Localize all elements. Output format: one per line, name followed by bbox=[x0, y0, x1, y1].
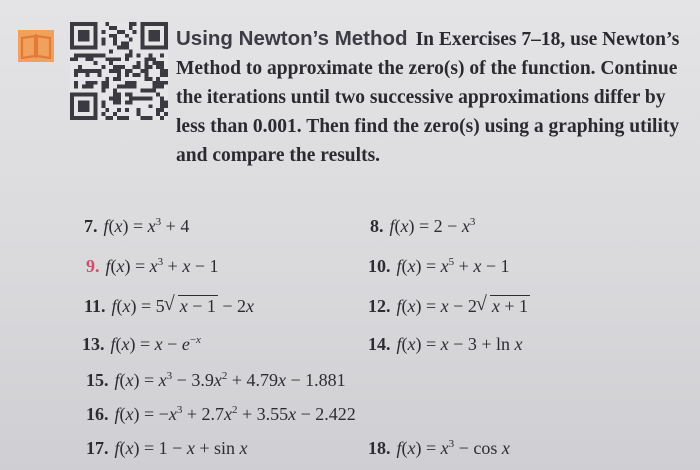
exercise-18: 18. $f(x) = x^3 - \cos x$ bbox=[368, 438, 510, 458]
section-intro bbox=[176, 24, 682, 170]
exercise-11: 11. f(x) = 5√ x − 1 − 2x bbox=[84, 296, 254, 317]
exercise-9: 9. $f(x) = x^3 + x - 1$ bbox=[86, 256, 219, 276]
exercise-10: 10. $f(x) = x^5 + x - 1$ bbox=[368, 256, 510, 276]
exercise-17: 17. f(x) = 1 − x + sin x bbox=[86, 438, 248, 458]
exercise-15: 15. $f(x) = x^3 - 3.9x^2 + 4.79x - 1.881$ bbox=[86, 370, 346, 390]
exercise-16: 16. $f(x) = -x^3 + 2.7x^2 + 3.55x - 2.422$ bbox=[86, 404, 356, 424]
exercise-7: 7. $f(x) = x^3 + 4$ bbox=[84, 216, 190, 236]
qr-code[interactable] bbox=[70, 22, 168, 120]
exercise-14: 14. f(x) = x − 3 + ln x bbox=[368, 334, 523, 354]
section-title: Using Newton’s Method bbox=[176, 27, 408, 50]
exercise-12: 12. f(x) = x − 2√ x + 1 bbox=[368, 296, 530, 317]
exercise-8: 8. $f(x) = 2 - x^3$ bbox=[370, 216, 476, 236]
instructions-text: In Exercises 7–18, use Newton’s Method to approximate the zero(s) of the function. Continue the iterations until two successive approximations differ by less than 0.001. Then find the zero(s) using a graphing utility and compare the results. bbox=[176, 29, 680, 166]
icon-block bbox=[18, 22, 158, 132]
exercise-13: 13. $f(x) = x - e^{-x}$ bbox=[82, 334, 201, 354]
open-book-icon bbox=[18, 30, 54, 62]
